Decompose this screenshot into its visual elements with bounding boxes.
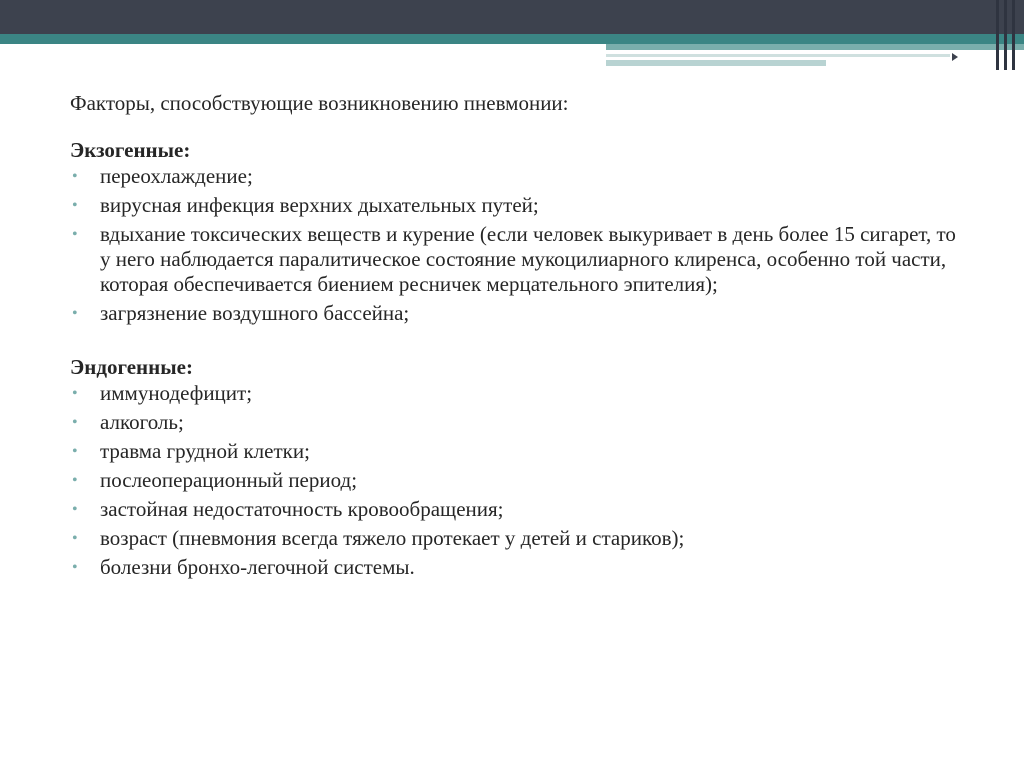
list-item (70, 164, 970, 189)
header-dark-band (0, 0, 1024, 34)
header-edge-stripe (996, 0, 999, 70)
list-item (70, 555, 970, 580)
header-teal-band (0, 34, 1024, 44)
bullet-icon: • (72, 530, 78, 547)
list-item-text: послеоперационный период; (100, 468, 358, 492)
header-teal-light-band (606, 44, 1024, 50)
bullet-list (70, 381, 970, 580)
bullet-icon: • (72, 385, 78, 402)
list-item-text: застойная недостаточность кровообращения; (100, 497, 504, 521)
list-item (70, 410, 970, 435)
bullet-icon: • (72, 414, 78, 431)
slide-header-decoration (0, 0, 1024, 70)
list-item (70, 222, 970, 297)
bullet-icon: • (72, 168, 78, 185)
list-item-text: загрязнение воздушного бассейна; (100, 301, 410, 325)
list-item (70, 301, 970, 326)
bullet-icon: • (72, 472, 78, 489)
list-item-text: алкоголь; (100, 410, 184, 434)
list-item (70, 526, 970, 551)
list-item (70, 468, 970, 493)
list-item (70, 193, 970, 218)
bullet-icon: • (72, 226, 78, 243)
arrow-marker-icon (952, 53, 958, 61)
list-item (70, 381, 970, 406)
bullet-icon: • (72, 501, 78, 518)
section-heading: Экзогенные: (70, 138, 191, 162)
header-edge-stripe (1012, 0, 1015, 70)
list-item-text: вирусная инфекция верхних дыхательных путей; (100, 193, 539, 217)
header-accent-line (606, 54, 950, 57)
list-item (70, 497, 970, 522)
list-item-text: травма грудной клетки; (100, 439, 310, 463)
list-item-text: болезни бронхо-легочной системы. (100, 555, 415, 579)
slide-title: Факторы, способствующие возникновению пневмонии: (70, 91, 569, 115)
list-item-text: возраст (пневмония всегда тяжело протекает у детей и стариков); (100, 526, 685, 550)
header-edge-stripe (1004, 0, 1007, 70)
section-exogenous (70, 137, 970, 326)
bullet-list (70, 164, 970, 326)
list-item-text: переохлаждение; (100, 164, 253, 188)
bullet-icon: • (72, 305, 78, 322)
section-endogenous (70, 354, 970, 580)
slide-content (70, 88, 970, 584)
bullet-icon: • (72, 197, 78, 214)
bullet-icon: • (72, 559, 78, 576)
list-item-text: иммунодефицит; (100, 381, 253, 405)
bullet-icon: • (72, 443, 78, 460)
header-accent-line (606, 60, 826, 66)
list-item-text: вдыхание токсических веществ и курение (если человек выкуривает в день более 15 сигарет, то у него наблюдается паралитическое состояние мукоцилиарного клиренса, особенно той части, которая обеспечивается биением ресничек мерцательного эпителия); (100, 222, 956, 296)
list-item (70, 439, 970, 464)
section-heading: Эндогенные: (70, 355, 193, 379)
